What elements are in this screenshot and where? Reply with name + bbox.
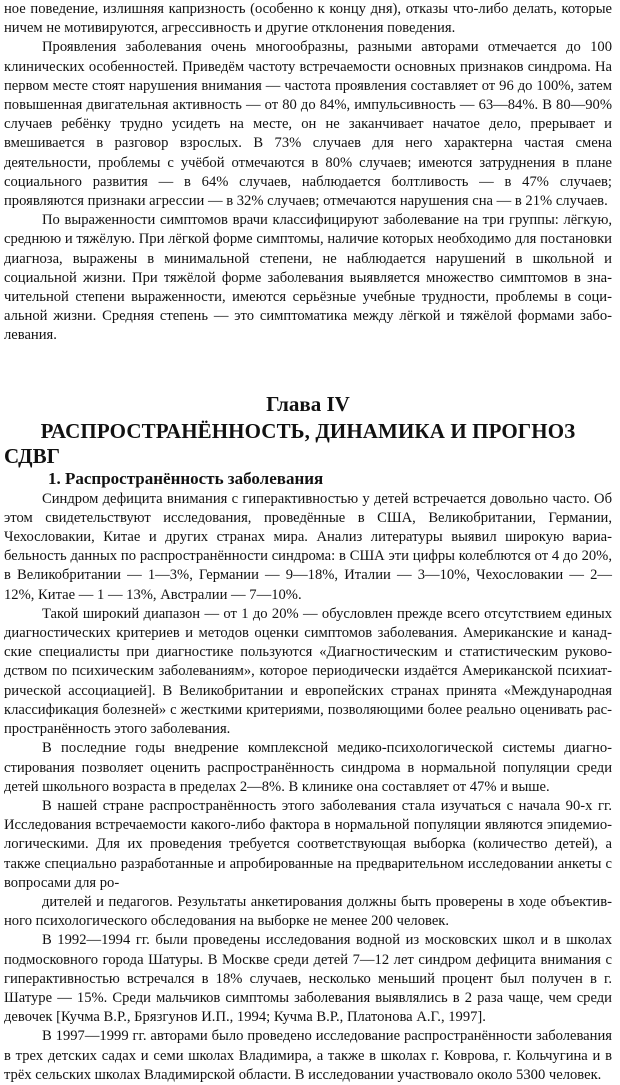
paragraph-prevalence-countries: Синдром дефицита внимания с гиперактивностью у детей встречается довольно часто. Об этом свидетельствуют исследования, проведённые в США, Великобритании, Германии, Чехословакии, Китае и других странах мира. Анализ литературы выявил широкую вариабельность данных по распространённости синдрома: в США эти цифры колеблются от 4 до 20%, в Великобритании — 1—3%, Германии — 9—18%, Италии — 3—10%, Чехословакии — 2—12%, Китае — 1 — 13%, Австралии — 7—10%.	[4, 490, 612, 603]
section-spacer	[4, 346, 612, 390]
paragraph-severity-groups: По выраженности симптомов врачи классифицируют заболевание на три группы: лёгкую, среднюю и тяжёлую. При лёгкой форме симптомы, наличие которых необходимо для постановки диагноза, выражены в минимальной степени, не наблюдается нарушений в школьной и социальной жизни. При тяжёлой форме заболевания выявляется множество симптомов в значительной степени выраженности, имеются серьёзные учебные трудности, проблемы в социальной жизни. Средняя степень — это симптоматика между лёгкой и тяжёлой формами заболевания.	[4, 212, 612, 344]
paragraph-questionnaire-check: дителей и педагогов. Результаты анкетирования должны быть проверены в ходе объективного психологического обследования на выборке не менее 200 человек.	[4, 893, 612, 930]
paragraph-moscow-study: В 1992—1994 гг. были проведены исследования водной из московских школ и в школах подмосковного города Шатуры. В Москве среди детей 7—12 лет синдром дефицита внимания с гиперактивностью встречался в 18% случаев, несколько меньший процент был получен в г. Шатуре — 15%. Среди мальчиков симптомы заболевания выявлялись в 2 раза чаще, чем среди девочек [Кучма В.Р., Брязгунов И.П., 1994; Кучма В.Р., Платонова А.Г., 1997].	[4, 932, 612, 1026]
paragraph-symptom-frequency: Проявления заболевания очень многообразны, разными авторами отмечается до 100 клинических особенностей. Приведём частоту встречаемости основных признаков синдрома. На первом месте стоят нарушения внимания — частота проявления составляет от 96 до 100%, затем повышенная двигательная активность — от 80 до 84%, импульсивность — 63—84%. В 80—90% случаев ребёнку трудно усидеть на месте, он не заканчивает начатое дело, прерывает и вмешивается в разговор взрослых. В 73% случаев для него характерна частая смена деятельности, проблемы с учёбой отмечаются в 80% случаев; имеются затруднения в плане социального развития — в 64% случаев, наблюдается болтливость — в 47% случаев; проявляются признаки агрессии — в 32% случаев; отмечаются нарушения сна — в 21% случаев.	[4, 39, 612, 210]
paragraph-range-causes: Такой широкий диапазон — от 1 до 20% — обусловлен прежде всего отсутствием единых диагностических критериев и методов оценки симптомов заболевания. Американские и канадские специалисты при диагностике пользуются «Диагностическим и статистическим руководством по психическим заболеваниям», которое периодически издаётся Американской психиатрической ассоциацией]. В Великобритании и европейских странах принята «Международная классификация болезней» с жесткими критериями, позволяющими более реально оценивать распространённость этого заболевания.	[4, 605, 612, 738]
paragraph-russia-studies: В нашей стране распространённость этого заболевания стала изучаться с начала 90-х гг. Исследования встречаемости какого-либо фактора в нормальной популяции являются эпидемиологическими. Для их проведения требуется соответствующая выборка (количество детей), а также специально разработанные и апробированные на предварительном исследовании анкеты с вопросами для ро-	[4, 797, 612, 891]
paragraph-vladimir-study: В 1997—1999 гг. авторами было проведено исследование распространённости заболевания в трех детских садах и семи школах Владимира, а также в школах г. Коврова, г. Кольчугина и в трёх сельских школах Владимирской области. В исследовании участвовало около 5300 человек.	[4, 1028, 612, 1083]
chapter-number: Глава IV	[266, 391, 350, 416]
paragraph-intro-end: ное поведение, излишняя капризность (особенно к концу дня), отказы что-либо делать, которые ничем не мотивируются, агрессивность и другие отклонения поведения.	[4, 1, 612, 37]
chapter-title: РАСПРОСТРАНЁННОСТЬ, ДИНАМИКА И ПРОГНОЗ	[40, 418, 576, 443]
paragraph-diagnostic-system: В последние годы внедрение комплексной медико-психологической системы диагностирования позволяет оценить распространённость синдрома в нормальной популяции среди детей школьного возраста в пределах 2—8%. В клинике она составляет от 47% и выше.	[4, 740, 612, 795]
chapter-title-continuation: СДВГ	[4, 443, 60, 468]
section-heading: 1. Распространённость заболевания	[48, 468, 324, 488]
